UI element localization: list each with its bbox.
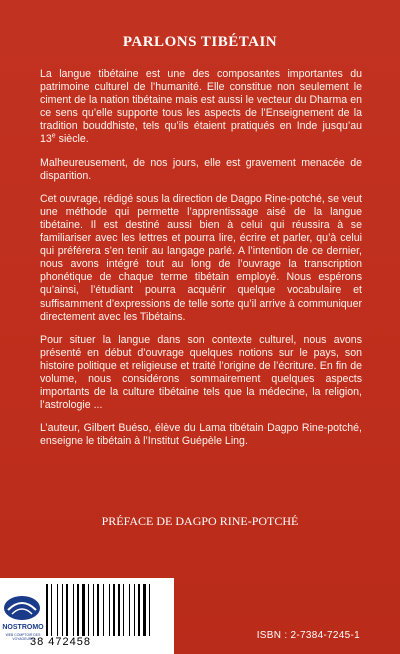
barcode-bar — [51, 584, 52, 636]
barcode-bar — [46, 584, 48, 636]
barcode-bar — [121, 584, 122, 636]
barcode-bar — [151, 584, 153, 636]
blurb-paragraph: Malheureusement, de nos jours, elle est gravement menacée de disparition. — [40, 156, 362, 182]
blurb-paragraph: La langue tibétaine est une des composantes importantes du patrimoine culturel de l’humanité. Elle constitue non seulement le ciment de la nation tibétaine mais est aussi le vecteur du Dharma en ce sens qu’elle supporte tous les aspects de l’Enseignement de la tradition bouddhiste, tels qu’ils étaient pratiqués en Inde jusqu’au 13e siècle. — [40, 68, 362, 146]
logo-name: NOSTROMO — [2, 624, 44, 631]
barcode-bar — [93, 584, 94, 636]
barcode-bar — [125, 584, 128, 636]
barcode-bar — [95, 584, 96, 636]
preface-credit: PRÉFACE DE DAGPO RINE-POTCHÉ — [101, 514, 299, 528]
barcode-bar — [66, 584, 68, 636]
barcode-bar — [111, 584, 112, 636]
barcode-bar — [136, 584, 137, 636]
barcode-bar — [147, 584, 148, 636]
barcode-bar — [82, 584, 85, 636]
barcode-bar — [118, 584, 120, 636]
barcode-bar — [57, 584, 58, 636]
author-note: L’auteur, Gilbert Buéso, élève du Lama tibétain Dagpo Rine-potché, enseigne le tibétain à l’Institut Guépèle Ling. — [40, 422, 362, 448]
barcode-bar — [53, 584, 56, 636]
barcode-bar — [134, 584, 135, 636]
barcode-bar — [86, 584, 87, 636]
barcode-bar — [88, 584, 89, 636]
barcode-bar — [105, 584, 108, 636]
barcode-bar — [75, 584, 76, 636]
barcode-bar — [59, 584, 61, 636]
blurb-paragraph: Cet ouvrage, rédigé sous la direction de Dagpo Rine-potché, se veut une méthode qui permette l’apprentissage aisé de la langue tibétaine. Il est destiné aussi bien à celui qui réussira à se familiariser avec les lettres et pourra lire, écrire et parler, qu’à celui qui préférera s’en tenir au langage parlé. A l’intention de ce dernier, nous avons intégré tout au long de l’ouvrage la transcription phonétique de chaque terme tibétain employé. Nous espérons qu’ainsi, l’étudiant pourra acquérir quelque vocabulaire et suffisamment d’expressions de telle sorte qu’il arrive à communiquer directement avec les Tibétains. — [40, 192, 362, 323]
barcode-digits: 38 472458 — [30, 636, 91, 648]
barcode-bar — [90, 584, 92, 636]
barcode-bar — [69, 584, 72, 636]
barcode-bar — [80, 584, 81, 636]
barcode-bar — [129, 584, 130, 636]
barcode-bar — [97, 584, 99, 636]
barcode-bar — [143, 584, 146, 636]
barcode-bar — [149, 584, 150, 636]
barcode-bar — [116, 584, 117, 636]
barcode-bar — [123, 584, 124, 636]
barcode-bar — [49, 584, 50, 636]
isbn: ISBN : 2-7384-7245-1 — [256, 630, 360, 641]
barcode-bar — [141, 584, 142, 636]
superscript: e — [51, 132, 56, 140]
barcode-bar — [64, 584, 65, 636]
barcode-bar — [100, 584, 102, 636]
book-title: PARLONS TIBÉTAIN — [122, 34, 278, 50]
blurb-paragraph: Pour situer la langue dans son contexte culturel, nous avons présenté en début d’ouvrage quelques notions sur le pays, son histoire politique et religieuse et traité l’origine de l’écriture. En fin de volume, nous considérons sommairement quelques aspects importants de la culture tibétaine tels que la médecine, la religion, l’astrologie ... — [40, 333, 362, 412]
barcode-bar — [77, 584, 79, 636]
barcode-icon — [46, 584, 170, 636]
barcode-bar — [103, 584, 104, 636]
back-cover-blurb — [40, 68, 362, 458]
barcode-bar — [62, 584, 63, 636]
barcode-bar — [138, 584, 140, 636]
barcode-bar — [131, 584, 133, 636]
barcode-bar — [113, 584, 115, 636]
barcode-bar — [73, 584, 74, 636]
logo-tagline: WEB COMPTOIR DES VOYAGEURS — [5, 633, 41, 641]
barcode-bar — [109, 584, 110, 636]
nostromo-logo-icon — [0, 592, 44, 622]
